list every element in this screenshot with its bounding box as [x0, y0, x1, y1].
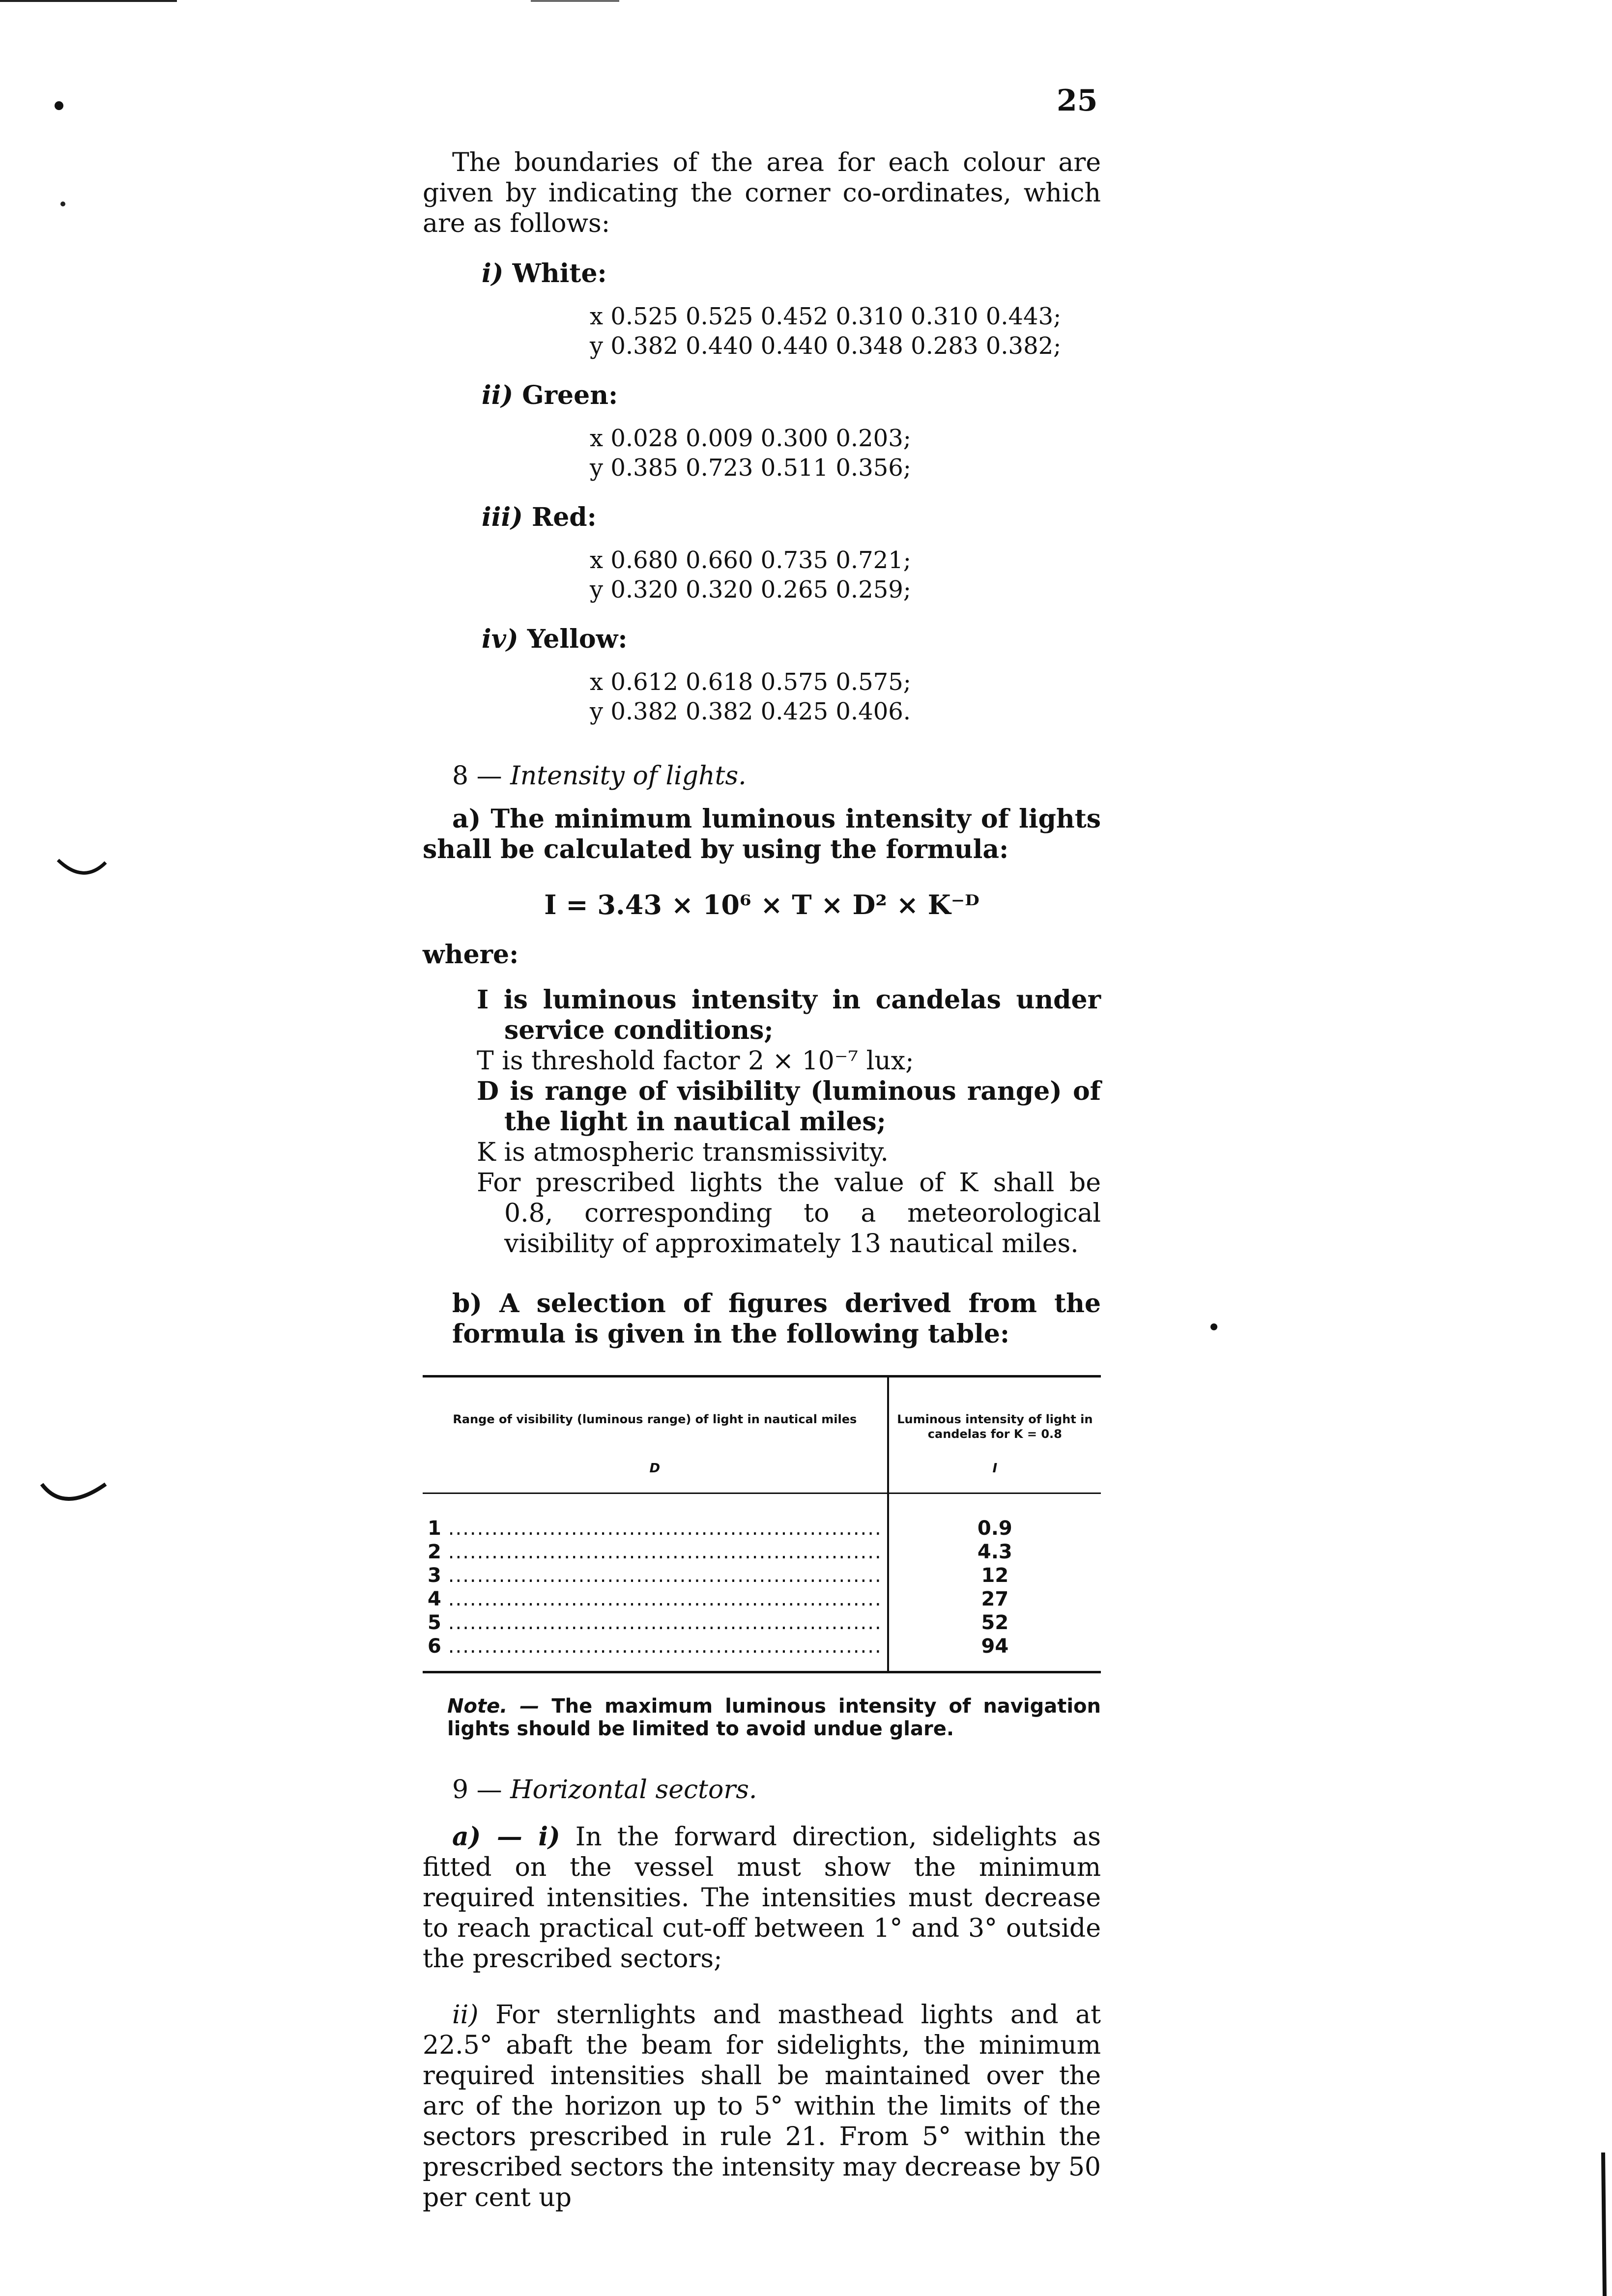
item-number: iv) — [482, 624, 518, 654]
coords-y: y 0.382 0.440 0.440 0.348 0.283 0.382; — [590, 332, 1062, 360]
section-title: Intensity of lights. — [510, 761, 747, 791]
section-8-heading — [452, 761, 1101, 791]
definition-i: I is luminous intensity in candelas under service conditions; — [477, 985, 1101, 1045]
intensity-value: 94 — [981, 1635, 1009, 1658]
table-row: 1 ............................................................ 0.9 — [423, 1493, 1101, 1541]
range-value: 2 — [428, 1541, 441, 1563]
table-row: 2 ............................................................ 4.3 — [423, 1540, 1101, 1564]
table-subheader-i: I — [888, 1451, 1101, 1493]
note-label: Note. — — [447, 1695, 540, 1718]
range-value: 3 — [428, 1564, 441, 1587]
table-subheader-d: D — [423, 1451, 888, 1493]
section-number: 8 — — [452, 761, 502, 791]
note-text: The maximum luminous intensity of navigation lights should be limited to avoid undue glare. — [447, 1695, 1101, 1740]
section-8-a: a) The minimum luminous intensity of lights shall be calculated by using the formula: — [423, 804, 1101, 864]
coords-y: y 0.320 0.320 0.265 0.259; — [590, 576, 911, 603]
section-number: 9 — — [452, 1775, 502, 1805]
colour-item-red — [423, 502, 1101, 604]
paragraph-text: For sternlights and masthead lights and at 22.5° abaft the beam for sidelights, the minimum required intensities shall be maintained over the arc of the horizon up to 5° within the limits of the sectors prescribed in rule 21. From 5° within the prescribed sectors the intensity may decrease by 50 per cent up — [423, 2000, 1101, 2212]
table-row: 4 ............................................................ 27 — [423, 1587, 1101, 1611]
intensity-value: 27 — [981, 1588, 1009, 1610]
table-header-intensity: Luminous intensity of light in candelas for K = 0.8 — [897, 1412, 1093, 1441]
table-row: 3 ............................................................ 12 — [423, 1564, 1101, 1587]
range-value: 1 — [428, 1517, 441, 1540]
page-body — [423, 147, 1101, 2239]
colour-item-white — [423, 258, 1101, 361]
range-value: 6 — [428, 1635, 441, 1658]
table-note — [423, 1695, 1101, 1740]
coords-x: x 0.028 0.009 0.300 0.203; — [590, 425, 911, 452]
table-row: 6 ............................................................ 94 — [423, 1635, 1101, 1671]
paragraph-text: In the forward direction, sidelights as fitted on the vessel must show the minimum required intensities. The intensities must decrease to reach practical cut-off between 1° and 3° outside the prescribed sectors; — [423, 1822, 1101, 1974]
item-label: White: — [512, 258, 607, 288]
range-value: 4 — [428, 1588, 441, 1610]
colour-item-green — [423, 380, 1101, 483]
item-label: Green: — [522, 380, 618, 410]
page-number: 25 — [1057, 84, 1098, 118]
definition-t: T is threshold factor 2 × 10⁻⁷ lux; — [477, 1046, 914, 1076]
paragraph-lead: a) — i) — [452, 1822, 560, 1852]
item-number: iii) — [482, 502, 523, 532]
item-number: i) — [482, 258, 504, 288]
section-9-paragraph-2 — [423, 2000, 1101, 2213]
table-row: 5 ............................................................ 52 — [423, 1611, 1101, 1635]
colour-list — [423, 258, 1101, 726]
section-9-heading — [452, 1775, 1101, 1805]
item-label: Red: — [531, 502, 597, 532]
coords-x: x 0.525 0.525 0.452 0.310 0.310 0.443; — [590, 303, 1062, 330]
intensity-value: 4.3 — [977, 1541, 1012, 1563]
definition-k: K is atmospheric transmissivity. — [477, 1138, 889, 1167]
section-title: Horizontal sectors. — [510, 1775, 757, 1805]
colour-item-yellow — [423, 624, 1101, 726]
item-number: ii) — [482, 380, 514, 410]
range-value: 5 — [428, 1611, 441, 1634]
intensity-table — [423, 1375, 1101, 1673]
item-label: Yellow: — [527, 624, 628, 654]
definition-prescribed: For prescribed lights the value of K shall be 0.8, corresponding to a meteorological visibility of approximately 13 nautical miles. — [477, 1168, 1101, 1259]
section-8-b: b) A selection of figures derived from the formula is given in the following table: — [452, 1289, 1101, 1349]
coords-y: y 0.385 0.723 0.511 0.356; — [590, 454, 911, 482]
definition-d: D is range of visibility (luminous range) of the light in nautical miles; — [477, 1076, 1101, 1137]
coords-x: x 0.612 0.618 0.575 0.575; — [590, 668, 911, 696]
section-9-paragraph-1 — [423, 1822, 1101, 1974]
intensity-value: 0.9 — [977, 1517, 1012, 1540]
coords-x: x 0.680 0.660 0.735 0.721; — [590, 546, 911, 574]
intensity-value: 12 — [981, 1564, 1009, 1587]
coords-y: y 0.382 0.382 0.425 0.406. — [590, 698, 911, 725]
where-label: where: — [423, 940, 519, 970]
intensity-formula: I = 3.43 × 10⁶ × T × D² × K⁻ᴰ — [544, 889, 979, 920]
table-header-range: Range of visibility (luminous range) of light in nautical miles — [423, 1378, 888, 1451]
intensity-value: 52 — [981, 1611, 1009, 1634]
paragraph-lead: ii) — [452, 2000, 479, 2030]
intro-paragraph: The boundaries of the area for each colour are given by indicating the corner co-ordinates, which are as follows: — [423, 148, 1101, 238]
definition-list — [477, 985, 1101, 1259]
